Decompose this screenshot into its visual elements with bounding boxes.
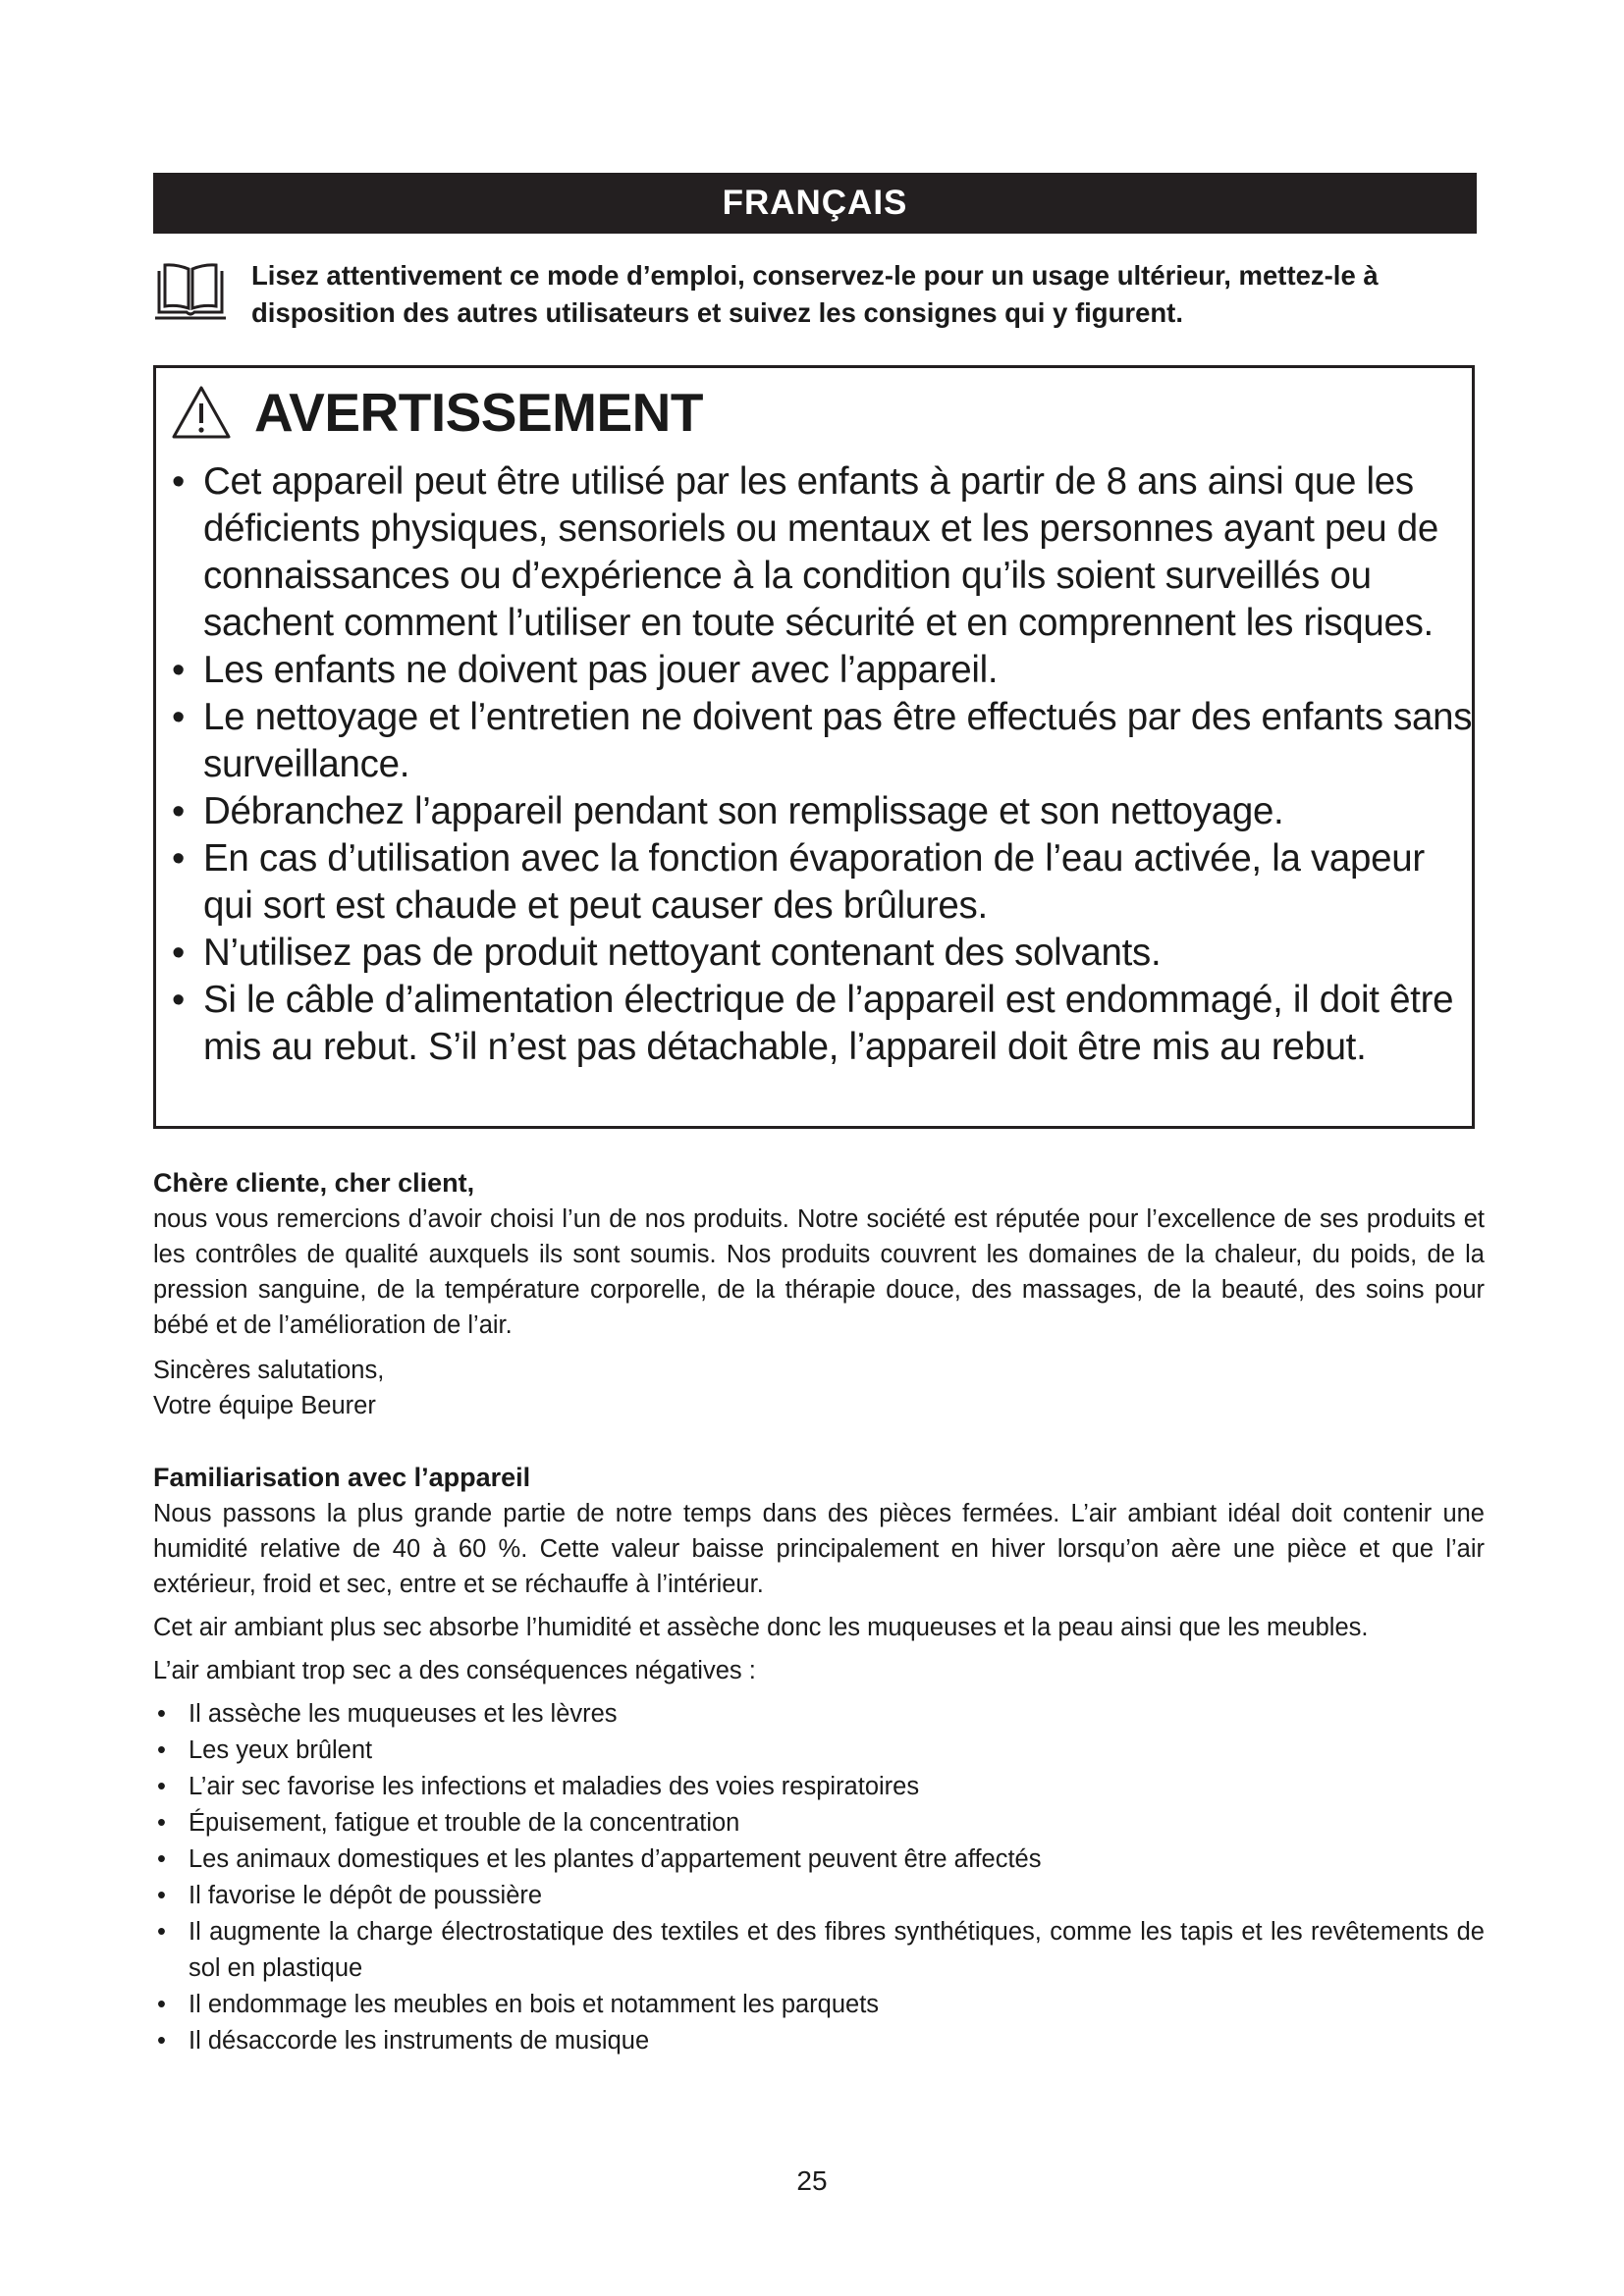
list-item: • Il endommage les meubles en bois et notamment les parquets [153, 1987, 1485, 2023]
closing-line: Sincères salutations, [153, 1357, 385, 1384]
read-instructions-text: Lisez attentivement ce mode d’emploi, conservez-le pour un usage ultérieur, mettez-le à disposition des autres utilisateurs et suivez les consignes qui y figurent. [251, 260, 1379, 328]
list-item: • Il désaccorde les instruments de musique [153, 2023, 1485, 2059]
dry-air-effects-list [153, 1696, 1485, 2059]
language-header [153, 173, 1477, 234]
greeting-paragraph: nous vous remercions d’avoir choisi l’un de nos produits. Notre société est réputée pour l’excellence de ses produits et les contrôles de qualité auxquels ils sont soumis. Nos produits couvrent les domaines de la chaleur, du poids, de la pression sanguine, de la température corporelle, de la thérapie douce, des massages, de la beauté, des soins pour bébé et de l’amélioration de l’air. [153, 1205, 1485, 1339]
list-item: • Il favorise le dépôt de poussière [153, 1878, 1485, 1914]
greeting-section [153, 1164, 1485, 1423]
list-item: • Il augmente la charge électrostatique des textiles et des fibres synthétiques, comme les tapis et les revêtements de sol en plastique [153, 1914, 1485, 1987]
read-instructions-note [153, 257, 1477, 336]
language-label: FRANÇAIS [722, 184, 908, 222]
warning-item: • Si le câble d’alimentation électrique de l’appareil est endommagé, il doit être mis au rebut. S’il n’est pas détachable, l’appareil doit être mis au rebut. [170, 977, 1476, 1071]
list-item: • L’air sec favorise les infections et maladies des voies respiratoires [153, 1769, 1485, 1805]
page-number: 25 [796, 2165, 828, 2196]
book-icon [153, 261, 228, 322]
familiarisation-section [153, 1459, 1485, 2059]
list-item: • Les yeux brûlent [153, 1733, 1485, 1769]
warning-item: • Les enfants ne doivent pas jouer avec l’appareil. [170, 647, 1476, 694]
warning-triangle-icon [170, 384, 233, 441]
warning-item: • Le nettoyage et l’entretien ne doivent pas être effectués par des enfants sans surveillance. [170, 694, 1476, 788]
warning-item: • En cas d’utilisation avec la fonction évaporation de l’eau activée, la vapeur qui sort est chaude et peut causer des brûlures. [170, 835, 1476, 930]
warning-header [170, 380, 703, 445]
familiarisation-paragraph: Cet air ambiant plus sec absorbe l’humidité et assèche donc les muqueuses et la peau ainsi que les meubles. [153, 1614, 1369, 1641]
list-item: • Épuisement, fatigue et trouble de la concentration [153, 1805, 1485, 1842]
list-item: • Il assèche les muqueuses et les lèvres [153, 1696, 1485, 1733]
familiarisation-paragraph: Nous passons la plus grande partie de notre temps dans des pièces fermées. L’air ambiant idéal doit contenir une humidité relative de 40 à 60 %. Cette valeur baisse principalement en hiver lorsqu’on aère une pièce et que l’air extérieur, froid et sec, entre et se réchauffe à l’intérieur. [153, 1500, 1485, 1598]
warning-list [170, 458, 1476, 1071]
warning-item: • Cet appareil peut être utilisé par les enfants à partir de 8 ans ainsi que les déficients physiques, sensoriels ou mentaux et les personnes ayant peu de connaissances ou d’expérience à la condition qu’ils soient surveillés ou sachent comment l’utiliser en toute sécurité et en comprennent les risques. [170, 458, 1476, 647]
signature-line: Votre équipe Beurer [153, 1392, 376, 1419]
warning-item: • N’utilisez pas de produit nettoyant contenant des solvants. [170, 930, 1476, 977]
warning-item: • Débranchez l’appareil pendant son remplissage et son nettoyage. [170, 788, 1476, 835]
warning-title: AVERTISSEMENT [254, 382, 703, 443]
familiarisation-paragraph: L’air ambiant trop sec a des conséquences négatives : [153, 1657, 756, 1684]
warning-box [153, 365, 1475, 1129]
greeting-heading: Chère cliente, cher client, [153, 1168, 475, 1198]
list-item: • Les animaux domestiques et les plantes d’appartement peuvent être affectés [153, 1842, 1485, 1878]
familiarisation-heading: Familiarisation avec l’appareil [153, 1463, 531, 1492]
